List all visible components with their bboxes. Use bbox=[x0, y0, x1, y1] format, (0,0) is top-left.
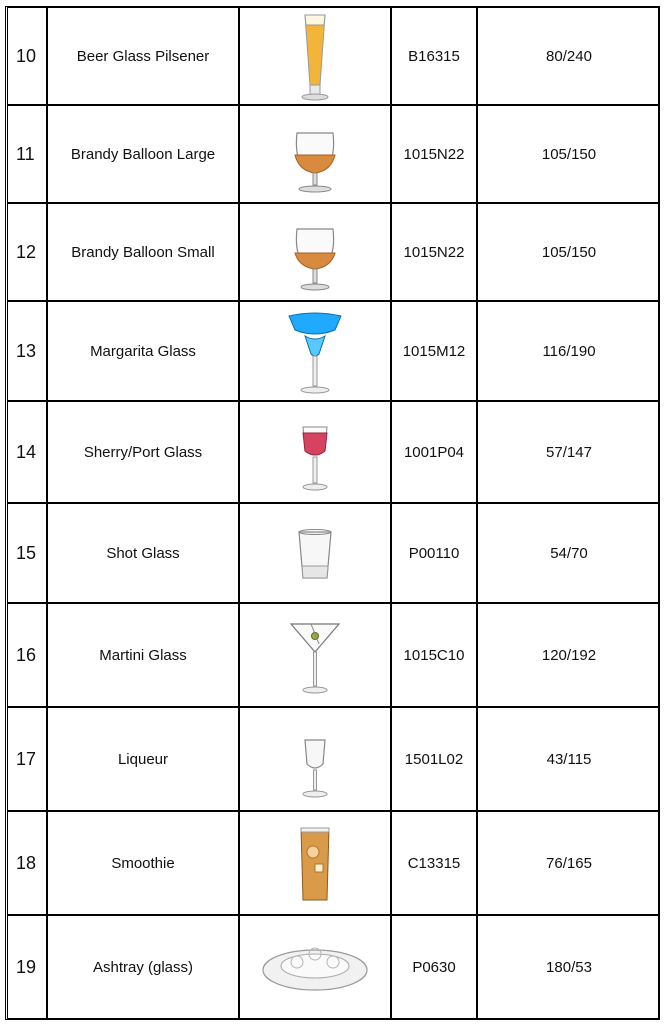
item-code: 1001P04 bbox=[392, 402, 478, 502]
item-name: Martini Glass bbox=[48, 604, 240, 706]
item-size: 180/53 bbox=[546, 958, 592, 976]
item-number: 13 bbox=[8, 302, 48, 400]
item-image-cell bbox=[240, 916, 392, 1018]
item-number: 15 bbox=[8, 504, 48, 602]
item-image-cell bbox=[240, 8, 392, 104]
item-number: 14 bbox=[8, 402, 48, 502]
item-size: 105/150 bbox=[541, 243, 597, 261]
item-size: 105/150 bbox=[541, 145, 597, 163]
item-size: 54/70 bbox=[550, 544, 588, 562]
margarita-glass-icon bbox=[255, 306, 375, 396]
table-row bbox=[8, 106, 658, 204]
item-size: 116/190 bbox=[542, 342, 596, 360]
item-name: Ashtray (glass) bbox=[48, 916, 240, 1018]
table-row bbox=[8, 812, 658, 916]
table-row bbox=[8, 504, 658, 604]
table-row bbox=[8, 402, 658, 504]
table-row bbox=[8, 204, 658, 302]
item-name: Brandy Balloon Small bbox=[48, 204, 240, 300]
item-code: 1015N22 bbox=[392, 106, 478, 202]
item-name: Brandy Balloon Large bbox=[48, 106, 240, 202]
item-image-cell bbox=[240, 302, 392, 400]
glass-ashtray-icon bbox=[255, 922, 375, 1012]
item-image-cell bbox=[240, 402, 392, 502]
item-size: 76/165 bbox=[546, 854, 592, 872]
item-number: 17 bbox=[8, 708, 48, 810]
table-row bbox=[8, 8, 658, 106]
item-image-cell bbox=[240, 204, 392, 300]
smoothie-glass-icon bbox=[255, 818, 375, 908]
item-name: Margarita Glass bbox=[48, 302, 240, 400]
brandy-balloon-small-icon bbox=[255, 207, 375, 297]
shot-glass-icon bbox=[255, 508, 375, 598]
item-image-cell bbox=[240, 708, 392, 810]
item-name: Beer Glass Pilsener bbox=[48, 8, 240, 104]
liqueur-glass-icon bbox=[255, 714, 375, 804]
item-image-cell bbox=[240, 812, 392, 914]
item-code: 1015M12 bbox=[392, 302, 478, 400]
brandy-balloon-large-icon bbox=[255, 109, 375, 199]
item-name: Sherry/Port Glass bbox=[48, 402, 240, 502]
table-row bbox=[8, 604, 658, 708]
item-number: 10 bbox=[8, 8, 48, 104]
item-name: Liqueur bbox=[48, 708, 240, 810]
item-size: 57/147 bbox=[546, 443, 592, 461]
item-number: 16 bbox=[8, 604, 48, 706]
item-code: P0630 bbox=[392, 916, 478, 1018]
item-code: 1015N22 bbox=[392, 204, 478, 300]
item-number: 18 bbox=[8, 812, 48, 914]
item-number: 11 bbox=[8, 106, 48, 202]
item-number: 12 bbox=[8, 204, 48, 300]
item-code: 1501L02 bbox=[392, 708, 478, 810]
item-image-cell bbox=[240, 604, 392, 706]
table-row bbox=[8, 708, 658, 812]
item-size: 43/115 bbox=[546, 750, 592, 768]
item-name: Shot Glass bbox=[48, 504, 240, 602]
martini-glass-icon bbox=[255, 610, 375, 700]
table-row bbox=[8, 302, 658, 402]
item-code: 1015C10 bbox=[392, 604, 478, 706]
item-size: 80/240 bbox=[546, 47, 592, 65]
item-name: Smoothie bbox=[48, 812, 240, 914]
item-number: 19 bbox=[8, 916, 48, 1018]
item-size: 120/192 bbox=[541, 646, 597, 664]
item-code: C13315 bbox=[392, 812, 478, 914]
item-code: B16315 bbox=[392, 8, 478, 104]
glassware-table bbox=[5, 6, 660, 1020]
item-image-cell bbox=[240, 106, 392, 202]
item-code: P00110 bbox=[392, 504, 478, 602]
table-row bbox=[8, 916, 658, 1018]
sherry-glass-icon bbox=[255, 407, 375, 497]
pilsner-glass-icon bbox=[255, 11, 375, 101]
item-image-cell bbox=[240, 504, 392, 602]
